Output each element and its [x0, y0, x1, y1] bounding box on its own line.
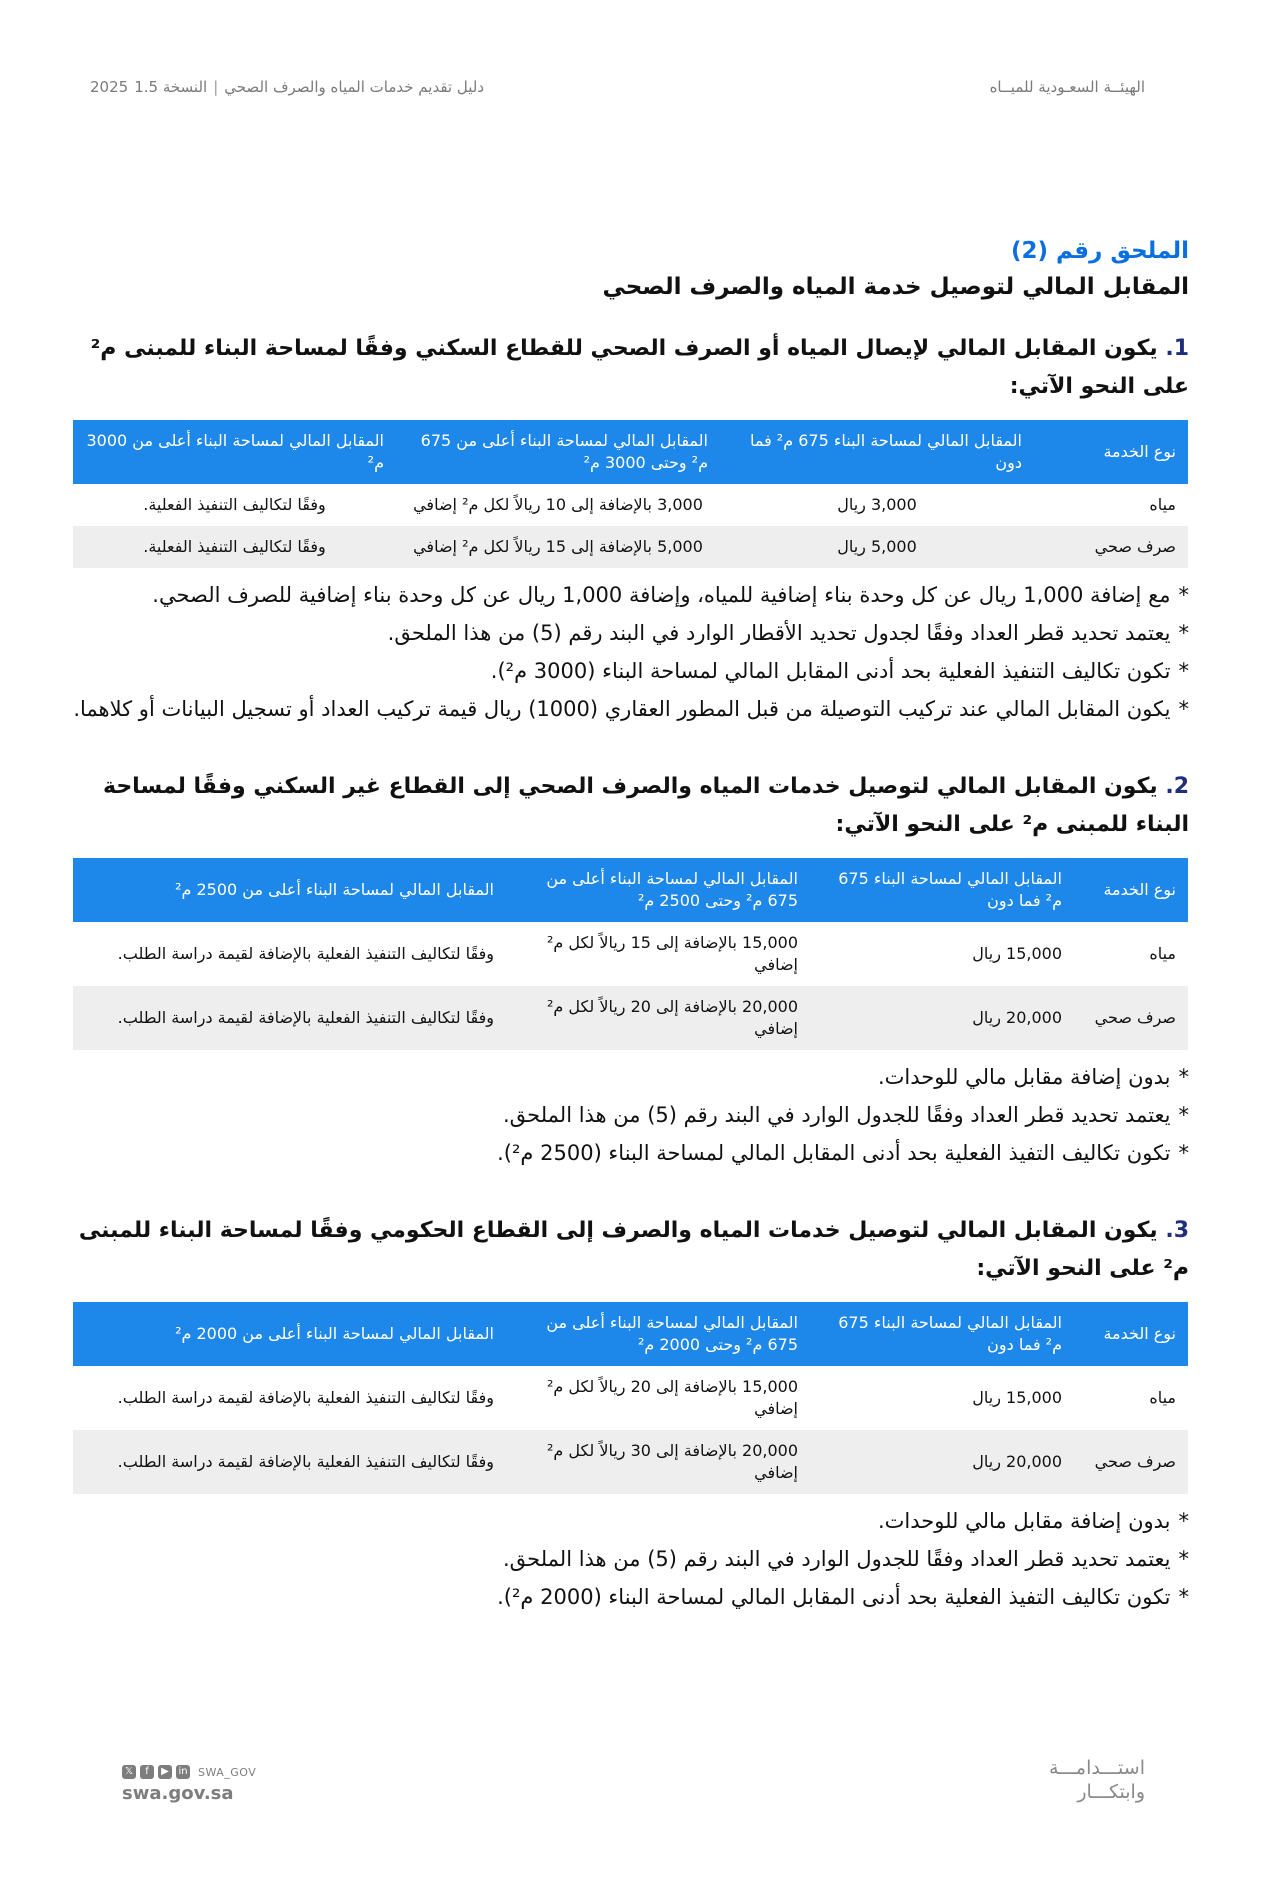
note-text: يكون المقابل المالي عند تركيب التوصيلة من قبل المطور العقاري (1000) ريال قيمة تركيب العداد أو تسجيل البيانات أو كلاهما.	[73, 697, 1171, 721]
list-item	[72, 1502, 1189, 1540]
slogan-line: وابتكـــار	[1077, 1781, 1145, 1803]
linkedin-icon[interactable]: in	[176, 1765, 190, 1779]
organization-name: الهيئــة السعـودية للميــاه	[989, 78, 1145, 96]
section-title-text: يكون المقابل المالي لتوصيل خدمات المياه والصرف الصحي إلى القطاع غير السكني وفقًا لمساحة البناء للمبنى م² على النحو الآتي:	[102, 774, 1189, 837]
asterisk: *	[1178, 1141, 1189, 1165]
note-text: يعتمد تحديد قطر العداد وفقًا للجدول الوارد في البند رقم (5) من هذا الملحق.	[502, 1547, 1171, 1571]
guide-title: دليل تقديم خدمات المياه والصرف الصحي	[224, 78, 485, 96]
table-cell: 15,000 بالإضافة إلى 20 ريالاً لكل م² إضافي	[547, 1377, 798, 1418]
note-text: يعتمد تحديد قطر العداد وفقًا للجدول الوارد في البند رقم (5) من هذا الملحق.	[502, 1103, 1171, 1127]
asterisk: *	[1178, 659, 1189, 683]
table-cell: 20,000 ريال	[810, 1430, 1074, 1494]
table-cell: وفقًا لتكاليف التنفيذ الفعلية.	[143, 495, 326, 514]
table-cell: 15,000 بالإضافة إلى 15 ريالاً لكل م² إضافي	[547, 933, 798, 974]
footer-slogan	[1049, 1756, 1145, 1804]
list-item	[72, 1578, 1189, 1616]
youtube-icon[interactable]: ▶	[158, 1765, 172, 1779]
list-item	[72, 1058, 1189, 1096]
asterisk: *	[1178, 621, 1189, 645]
x-icon[interactable]: 𝕏	[122, 1765, 136, 1779]
asterisk: *	[1178, 1585, 1189, 1609]
column-header: المقابل المالي لمساحة البناء أعلى من 3000 م²	[73, 420, 396, 484]
page-content	[72, 238, 1189, 1656]
social-links	[122, 1765, 256, 1779]
column-header: المقابل المالي لمساحة البناء أعلى من 675 م² وحتى 3000 م²	[396, 420, 720, 484]
year-label: 2025	[90, 78, 129, 96]
table-cell: 20,000 ريال	[810, 986, 1074, 1050]
section-title	[72, 330, 1189, 406]
version-label: النسخة 1.5	[134, 78, 208, 96]
table-cell: 20,000 بالإضافة إلى 20 ريالاً لكل م² إضافي	[506, 986, 810, 1050]
page-header	[90, 78, 1145, 96]
note-text: بدون إضافة مقابل مالي للوحدات.	[877, 1509, 1171, 1533]
column-header: المقابل المالي لمساحة البناء 675 م² فما دون	[720, 420, 1034, 484]
note-text: تكون تكاليف التفيذ الفعلية بحد أدنى المقابل المالي لمساحة البناء (2000 م²).	[497, 1585, 1171, 1609]
annex-label: الملحق رقم (2)	[1010, 238, 1189, 264]
column-header: نوع الخدمة	[1074, 858, 1188, 922]
list-item	[72, 576, 1189, 614]
column-header: المقابل المالي لمساحة البناء أعلى من 675 م² وحتى 2000 م²	[506, 1302, 810, 1366]
table-row	[73, 1366, 1188, 1430]
list-item	[72, 614, 1189, 652]
document-meta	[90, 78, 484, 96]
asterisk: *	[1178, 1509, 1189, 1533]
footer-contact	[122, 1765, 256, 1804]
table-cell: صرف صحي	[1074, 1430, 1188, 1494]
asterisk: *	[1178, 1103, 1189, 1127]
annex-title: المقابل المالي لتوصيل خدمة المياه والصرف الصحي	[602, 274, 1189, 300]
section-title-text: يكون المقابل المالي لإيصال المياه أو الصرف الصحي للقطاع السكني وفقًا لمساحة البناء للمبنى م² على النحو الآتي:	[90, 336, 1189, 399]
table-header-row	[73, 858, 1188, 922]
asterisk: *	[1178, 697, 1189, 721]
table-cell: وفقًا لتكاليف التنفيذ الفعلية بالإضافة لقيمة دراسة الطلب.	[73, 1430, 506, 1494]
table-cell: وفقًا لتكاليف التنفيذ الفعلية بالإضافة لقيمة دراسة الطلب.	[117, 944, 494, 963]
table-row	[73, 1430, 1188, 1494]
table-cell: 20,000 بالإضافة إلى 30 ريالاً لكل م² إضافي	[506, 1430, 810, 1494]
notes-list	[72, 1058, 1189, 1172]
table-row	[73, 986, 1188, 1050]
note-text: تكون تكاليف التنفيذ الفعلية بحد أدنى المقابل المالي لمساحة البناء (3000 م²).	[490, 659, 1171, 683]
table-cell: 15,000 ريال	[972, 944, 1062, 963]
table-cell: وفقًا لتكاليف التنفيذ الفعلية بالإضافة لقيمة دراسة الطلب.	[117, 1388, 494, 1407]
column-header: المقابل المالي لمساحة البناء أعلى من 2500 م²	[73, 858, 506, 922]
section-title-text: يكون المقابل المالي لتوصيل خدمات المياه والصرف إلى القطاع الحكومي وفقًا لمساحة البناء للمبنى م² على النحو الآتي:	[78, 1218, 1189, 1281]
slogan-line: استـــدامـــة	[1049, 1757, 1145, 1779]
column-header: نوع الخدمة	[1034, 420, 1188, 484]
section-title	[72, 768, 1189, 844]
fees-table	[73, 858, 1188, 1050]
section-non-residential	[72, 768, 1189, 1172]
section-number: 3.	[1165, 1218, 1189, 1243]
fees-table	[73, 1302, 1188, 1494]
list-item	[72, 1134, 1189, 1172]
section-number: 1.	[1165, 336, 1189, 361]
table-header-row	[73, 1302, 1188, 1366]
table-cell: صرف صحي	[1074, 986, 1188, 1050]
list-item	[72, 652, 1189, 690]
table-cell: 15,000 ريال	[972, 1388, 1062, 1407]
notes-list	[72, 576, 1189, 728]
table-cell: وفقًا لتكاليف التنفيذ الفعلية بالإضافة لقيمة دراسة الطلب.	[73, 986, 506, 1050]
facebook-icon[interactable]: f	[140, 1765, 154, 1779]
column-header: المقابل المالي لمساحة البناء 675 م² فما دون	[810, 1302, 1074, 1366]
note-text: بدون إضافة مقابل مالي للوحدات.	[877, 1065, 1171, 1089]
note-text: تكون تكاليف التفيذ الفعلية بحد أدنى المقابل المالي لمساحة البناء (2500 م²).	[497, 1141, 1171, 1165]
table-cell: 5,000 بالإضافة إلى 15 ريالاً لكل م² إضافي	[396, 526, 720, 568]
table-cell: مياه	[1149, 495, 1176, 514]
website-link[interactable]: swa.gov.sa	[122, 1783, 234, 1804]
list-item	[72, 1096, 1189, 1134]
table-cell: 3,000 ريال	[837, 495, 917, 514]
column-header: نوع الخدمة	[1074, 1302, 1188, 1366]
fees-table	[73, 420, 1188, 568]
table-cell: 3,000 بالإضافة إلى 10 ريالاً لكل م² إضافي	[413, 495, 703, 514]
list-item	[72, 690, 1189, 728]
notes-list	[72, 1502, 1189, 1616]
column-header: المقابل المالي لمساحة البناء أعلى من 2000 م²	[73, 1302, 506, 1366]
list-item	[72, 1540, 1189, 1578]
social-handle: SWA_GOV	[198, 1765, 257, 1779]
column-header: المقابل المالي لمساحة البناء 675 م² فما دون	[810, 858, 1074, 922]
table-cell: 5,000 ريال	[720, 526, 1034, 568]
section-number: 2.	[1165, 774, 1189, 799]
table-cell: وفقًا لتكاليف التنفيذ الفعلية.	[73, 526, 396, 568]
page-footer	[122, 1756, 1145, 1804]
table-row	[73, 922, 1188, 986]
table-row	[73, 526, 1188, 568]
note-text: يعتمد تحديد قطر العداد وفقًا لجدول تحديد الأقطار الوارد في البند رقم (5) من هذا الملحق.	[387, 621, 1171, 645]
section-title	[72, 1212, 1189, 1288]
column-header: المقابل المالي لمساحة البناء أعلى من 675 م² وحتى 2500 م²	[506, 858, 810, 922]
table-cell: مياه	[1149, 1388, 1176, 1407]
section-residential	[72, 330, 1189, 728]
separator: |	[213, 78, 219, 96]
section-government	[72, 1212, 1189, 1616]
table-row	[73, 484, 1188, 526]
table-header-row	[73, 420, 1188, 484]
asterisk: *	[1178, 583, 1189, 607]
asterisk: *	[1178, 1065, 1189, 1089]
asterisk: *	[1178, 1547, 1189, 1571]
table-cell: مياه	[1149, 944, 1176, 963]
table-cell: صرف صحي	[1034, 526, 1188, 568]
note-text: مع إضافة 1,000 ريال عن كل وحدة بناء إضافية للمياه، وإضافة 1,000 ريال عن كل وحدة بناء إضافية للصرف الصحي.	[152, 583, 1171, 607]
